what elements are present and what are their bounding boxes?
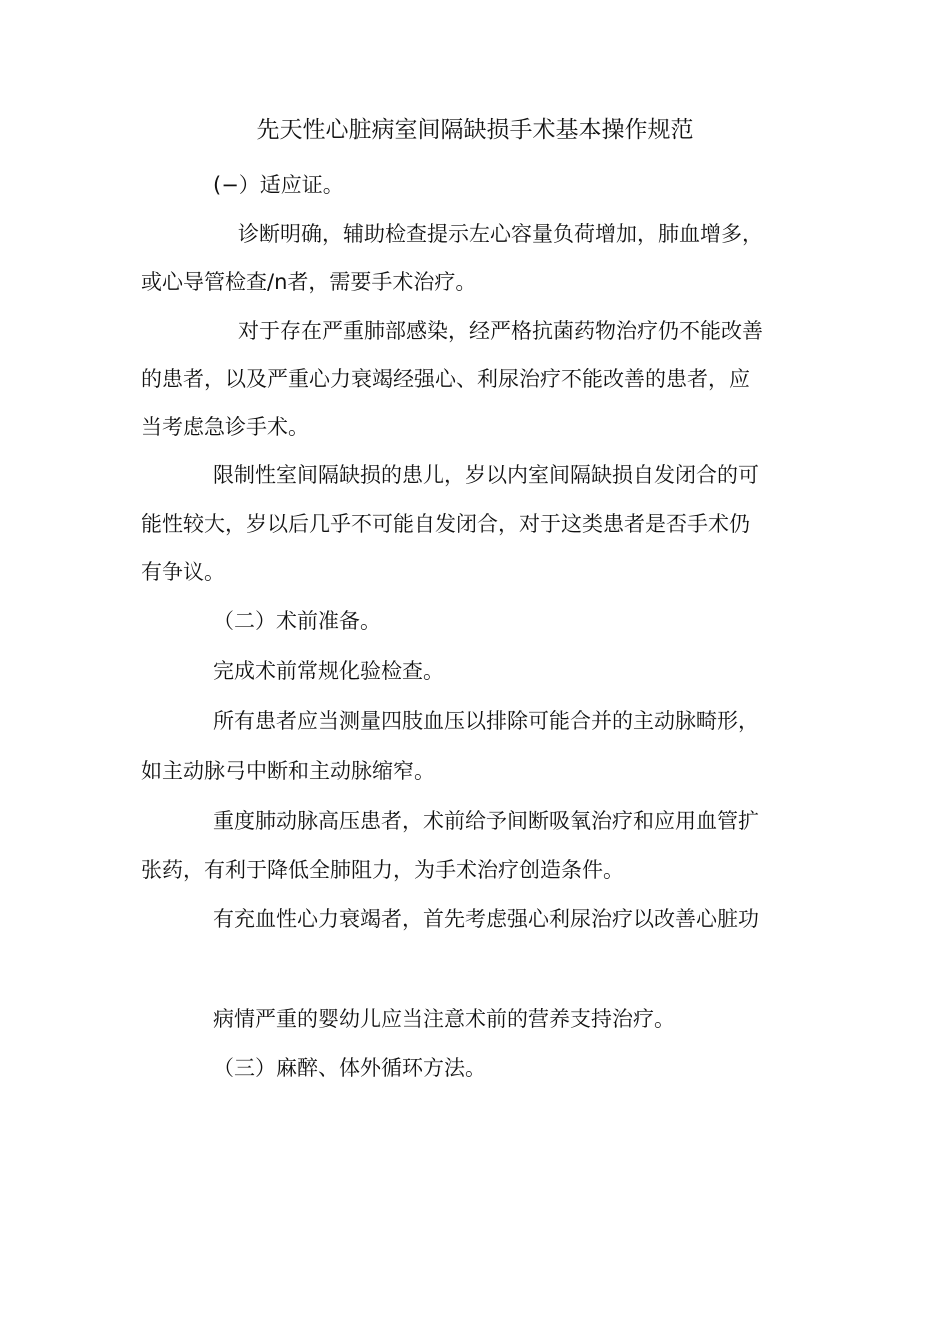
paragraph-line: 完成术前常规化验检查。 (213, 659, 444, 683)
paragraph-line: 有充血性心力衰竭者，首先考虑强心利尿治疗以改善心脏功 (213, 907, 759, 931)
paragraph-line: 所有患者应当测量四肢血压以排除可能合并的主动脉畸形， (213, 709, 759, 733)
paragraph-line: 能性较大，岁以后几乎不可能自发闭合，对于这类患者是否手术仍 (141, 512, 750, 536)
paragraph-line: 限制性室间隔缺损的患儿，岁以内室间隔缺损自发闭合的可 (213, 463, 759, 487)
paragraph-line: 的患者，以及严重心力衰竭经强心、利尿治疗不能改善的患者，应 (141, 367, 750, 391)
paragraph-line: 病情严重的婴幼儿应当注意术前的营养支持治疗。 (213, 1007, 675, 1031)
paragraph-line: 如主动脉弓中断和主动脉缩窄。 (141, 759, 435, 783)
section-heading-indications: (−）适应证。 (213, 173, 344, 197)
paragraph-line: 重度肺动脉高压患者，术前给予间断吸氧治疗和应用血管扩 (213, 809, 759, 833)
section-heading-preop: （二）术前准备。 (213, 609, 381, 633)
page-title: 先天性心脏病室间隔缺损手术基本操作规范 (256, 117, 694, 143)
paragraph-line: 有争议。 (141, 560, 225, 584)
paragraph-line: 对于存在严重肺部感染，经严格抗菌药物治疗仍不能改善 (238, 319, 763, 343)
paragraph-line: 当考虑急诊手术。 (141, 415, 309, 439)
paragraph-line: 张药，有利于降低全肺阻力，为手术治疗创造条件。 (141, 858, 624, 882)
paragraph-line: 或心导管检查/n者，需要手术治疗。 (141, 270, 477, 294)
section-heading-anesthesia: （三）麻醉、体外循环方法。 (213, 1056, 486, 1080)
paragraph-line: 诊断明确，辅助检查提示左心容量负荷增加，肺血增多， (238, 222, 763, 246)
